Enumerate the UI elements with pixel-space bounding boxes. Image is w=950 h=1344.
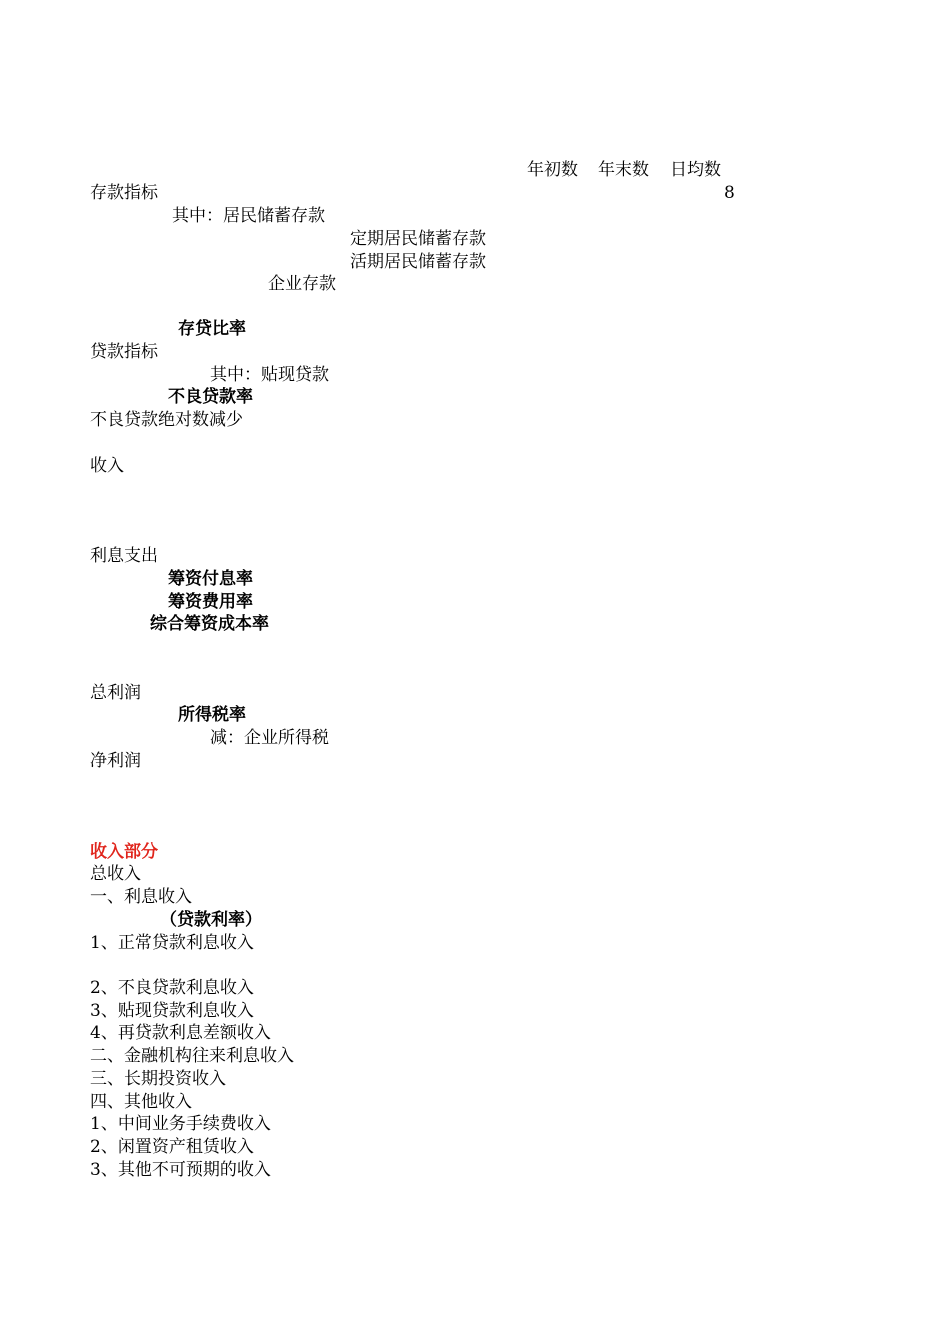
income-item: 2、闲置资产租赁收入 — [90, 1137, 254, 1157]
loan-rate-label: （贷款利率） — [160, 910, 262, 930]
npl-reduction-label: 不良贷款绝对数减少 — [90, 410, 243, 430]
loan-indicator-label: 贷款指标 — [90, 342, 158, 362]
demand-savings-label: 活期居民储蓄存款 — [350, 252, 486, 272]
deposit-indicator-value: 8 — [724, 183, 735, 203]
net-profit-label: 净利润 — [90, 751, 141, 771]
interest-expense-label: 利息支出 — [90, 546, 158, 566]
resident-savings-label: 其中：居民储蓄存款 — [172, 206, 325, 226]
column-header-daily-average: 日均数 — [670, 160, 721, 180]
income-label: 收入 — [90, 456, 124, 476]
income-item: 一、利息收入 — [90, 887, 192, 907]
discount-loan-label: 其中：贴现贷款 — [210, 365, 329, 385]
income-item: 4、再贷款利息差额收入 — [90, 1023, 271, 1043]
income-section-heading: 收入部分 — [90, 842, 158, 862]
deposit-indicator-label: 存款指标 — [90, 183, 158, 203]
income-item: 3、其他不可预期的收入 — [90, 1160, 271, 1180]
income-item: 2、不良贷款利息收入 — [90, 978, 254, 998]
fixed-savings-label: 定期居民储蓄存款 — [350, 229, 486, 249]
income-item: 3、贴现贷款利息收入 — [90, 1001, 254, 1021]
funding-interest-rate-label: 筹资付息率 — [168, 569, 253, 589]
deposit-loan-ratio-label: 存贷比率 — [178, 319, 246, 339]
income-tax-rate-label: 所得税率 — [178, 705, 246, 725]
funding-cost-rate-label: 筹资费用率 — [168, 592, 253, 612]
total-income-label: 总收入 — [90, 864, 141, 884]
enterprise-deposit-label: 企业存款 — [268, 274, 336, 294]
total-profit-label: 总利润 — [90, 683, 141, 703]
income-item: 1、中间业务手续费收入 — [90, 1114, 271, 1134]
income-item: 三、长期投资收入 — [90, 1069, 226, 1089]
npl-ratio-label: 不良贷款率 — [168, 387, 253, 407]
column-header-year-start: 年初数 — [527, 160, 578, 180]
overall-funding-cost-rate-label: 综合筹资成本率 — [150, 614, 269, 634]
income-item: 二、金融机构往来利息收入 — [90, 1046, 294, 1066]
less-income-tax-label: 减：企业所得税 — [210, 728, 329, 748]
column-header-year-end: 年末数 — [598, 160, 649, 180]
income-item: 1、正常贷款利息收入 — [90, 933, 254, 953]
income-item: 四、其他收入 — [90, 1092, 192, 1112]
